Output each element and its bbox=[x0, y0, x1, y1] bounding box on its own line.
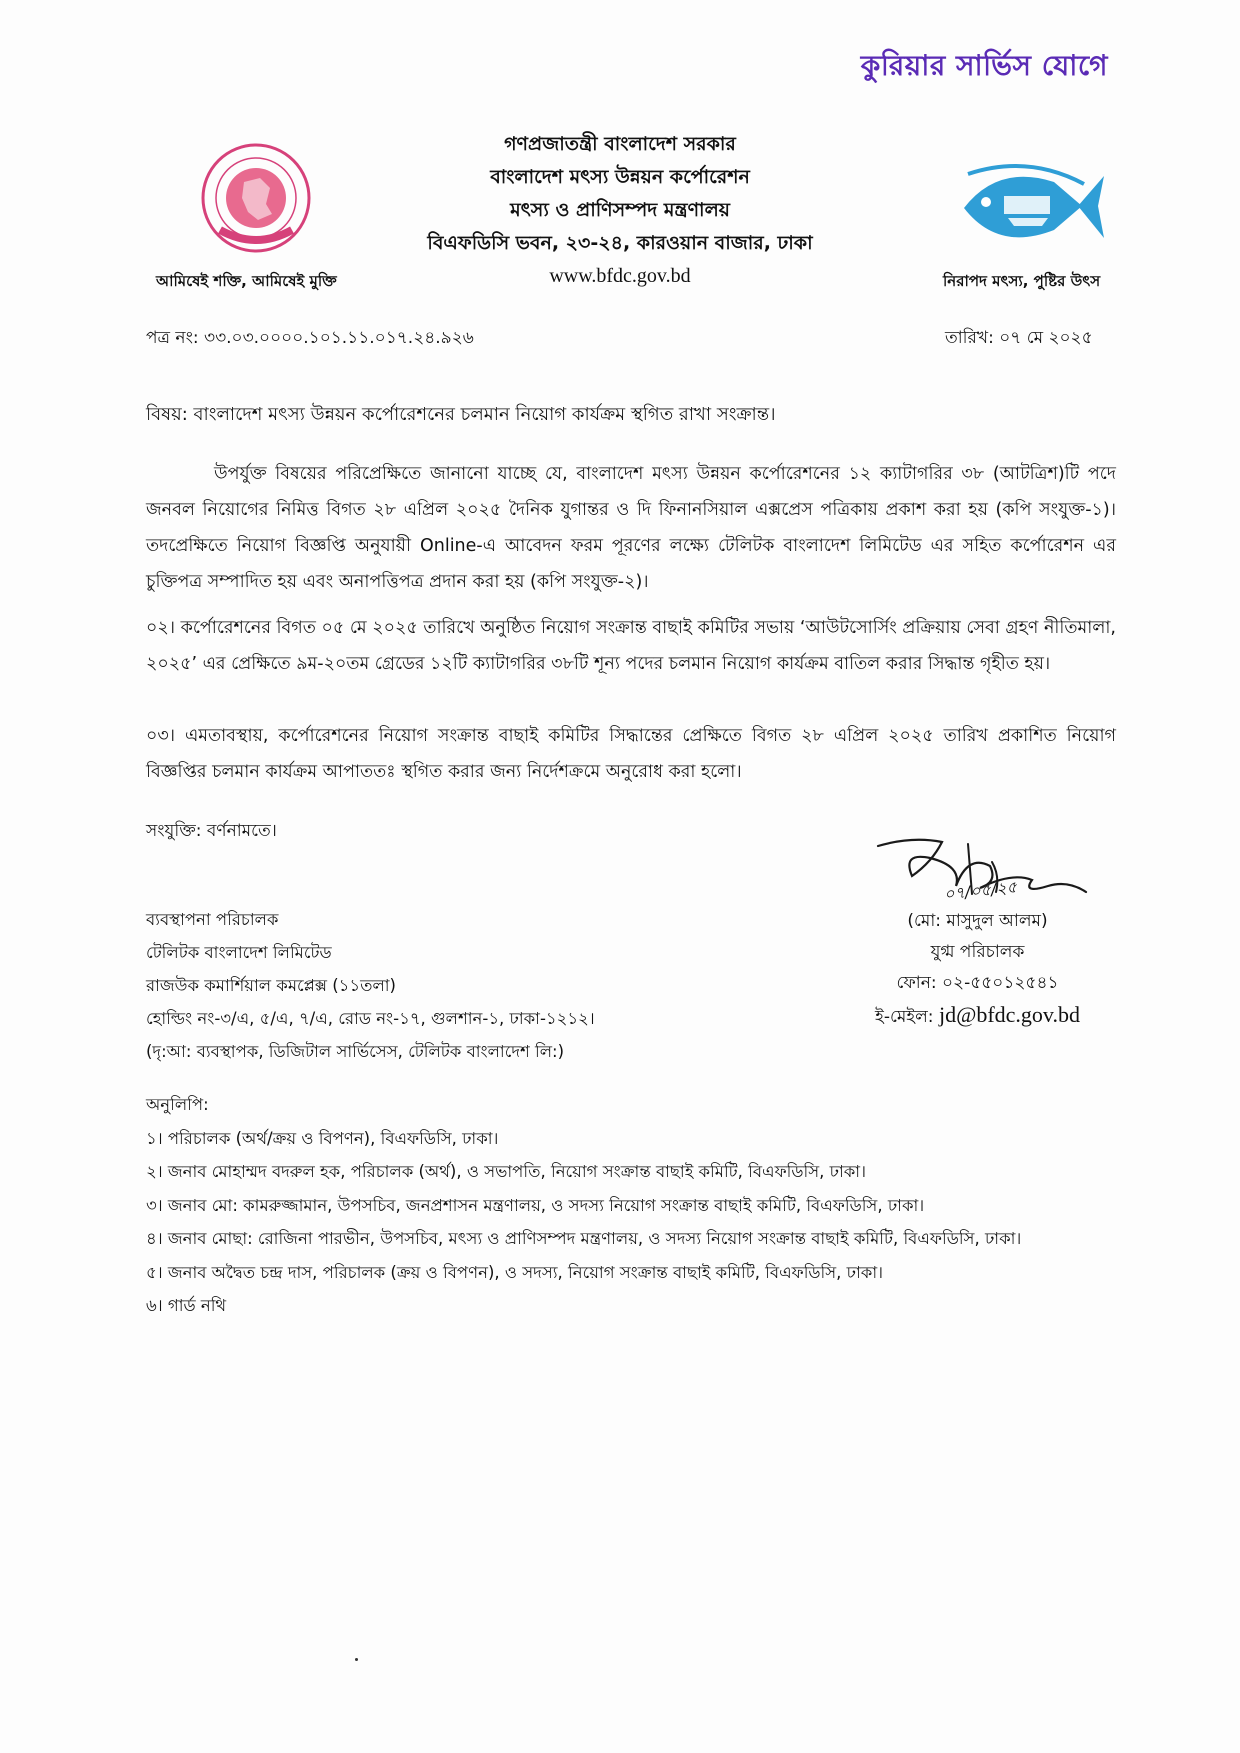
letterhead-government: গণপ্রজাতন্ত্রী বাংলাদেশ সরকার bbox=[504, 133, 736, 155]
copy-item: ৪। জনাব মোছা: রোজিনা পারভীন, উপসচিব, মৎস্য ও প্রাণিসম্পদ মন্ত্রণালয়, ও সদস্য নিয়োগ সংক্রান্ত বাছাই কমিটি, বিএফডিসি, ঢাকা। bbox=[146, 1229, 1022, 1248]
copy-heading: অনুলিপি: bbox=[146, 1095, 209, 1114]
letterhead bbox=[390, 128, 850, 293]
stray-mark bbox=[355, 1658, 358, 1661]
subject-line: বিষয়: বাংলাদেশ মৎস্য উন্নয়ন কর্পোরেশনের চলমান নিয়োগ কার্যক্রম স্থগিত রাখা সংক্রান্ত। bbox=[146, 404, 776, 425]
government-seal-icon bbox=[200, 142, 312, 254]
bfdc-fish-logo-icon bbox=[958, 160, 1106, 256]
motto-left: আমিষেই শক্তি, আমিষেই মুক্তি bbox=[156, 272, 337, 290]
copy-list bbox=[146, 1088, 1021, 1323]
courier-stamp: কুরিয়ার সার্ভিস যোগে bbox=[860, 49, 1108, 82]
paragraph-1: উপর্যুক্ত বিষয়ের পরিপ্রেক্ষিতে জানানো যাচ্ছে যে, বাংলাদেশ মৎস্য উন্নয়ন কর্পোরেশনের ১২ ক্যাটাগরির ৩৮ (আটত্রিশ)টি পদে জনবল নিয়োগের নিমিত্ত বিগত ২৮ এপ্রিল ২০২৫ দৈনিক যুগান্তর ও দি ফিনানসিয়াল এক্সপ্রেস পত্রিকায় প্রকাশ করা হয় (কপি সংযুক্ত-১)। তদপ্রেক্ষিতে নিয়োগ বিজ্ঞপ্তি অনুযায়ী Online-এ আবেদন ফরম পূরণের লক্ষ্যে টেলিটক বাংলাদেশ লিমিটেড এর সহিত কর্পোরেশন এর চুক্তিপত্র সম্পাদিত হয় এবং অনাপত্তিপত্র প্রদান করা হয় (কপি সংযুক্ত-২)। bbox=[146, 464, 1116, 592]
paragraph-2: ০২। কর্পোরেশনের বিগত ০৫ মে ২০২৫ তারিখে অনুষ্ঠিত নিয়োগ সংক্রান্ত বাছাই কমিটির সভায় ‘আউটসোর্সিং প্রক্রিয়ায় সেবা গ্রহণ নীতিমালা, ২০২৫’ এর প্রেক্ষিতে ৯ম-২০তম গ্রেডের ১২টি ক্যাটাগরির ৩৮টি শূন্য পদের চলমান নিয়োগ কার্যক্রম বাতিল করার সিদ্ধান্ত গৃহীত হয়। bbox=[146, 618, 1116, 674]
signatory-designation: যুগ্ম পরিচালক bbox=[930, 942, 1025, 962]
memo-date: তারিখ: ০৭ মে ২০২৫ bbox=[945, 328, 1093, 348]
recipient-line: হোল্ডিং নং-৩/এ, ৫/এ, ৭/এ, রোড নং-১৭, গুলশান-১, ঢাকা-১২১২। bbox=[146, 1009, 595, 1028]
copy-item: ৫। জনাব অদ্বৈত চন্দ্র দাস, পরিচালক (ক্রয় ও বিপণন), ও সদস্য, নিয়োগ সংক্রান্ত বাছাই কমিটি, বিএফডিসি, ঢাকা। bbox=[146, 1262, 884, 1282]
enclosure-note: সংযুক্তি: বর্ণনামতে। bbox=[146, 821, 277, 841]
copy-item: ১। পরিচালক (অর্থ/ক্রয় ও বিপণন), বিএফডিসি, ঢাকা। bbox=[146, 1128, 499, 1148]
recipient-line: ব্যবস্থাপনা পরিচালক bbox=[146, 910, 279, 929]
motto-right: নিরাপদ মৎস্য, পুষ্টির উৎস bbox=[943, 272, 1101, 290]
signatory-email-row bbox=[875, 999, 1080, 1033]
signatory-block bbox=[875, 906, 1080, 1033]
recipient-line: (দৃ:আ: ব্যবস্থাপক, ডিজিটাল সার্ভিসেস, টেলিটক বাংলাদেশ লি:) bbox=[146, 1042, 565, 1061]
letterhead-address: বিএফডিসি ভবন, ২৩-২৪, কারওয়ান বাজার, ঢাকা bbox=[427, 232, 813, 254]
copy-item: ৩। জনাব মো: কামরুজ্জামান, উপসচিব, জনপ্রশাসন মন্ত্রণালয়, ও সদস্য নিয়োগ সংক্রান্ত বাছাই কমিটি, বিএফডিসি, ঢাকা। bbox=[146, 1195, 925, 1215]
signatory-email: jd@bfdc.gov.bd bbox=[938, 1002, 1080, 1027]
letterhead-website: www.bfdc.gov.bd bbox=[549, 265, 691, 287]
signatory-name: (মো: মাসুদুল আলম) bbox=[907, 911, 1048, 931]
paragraph-3: ০৩। এমতাবস্থায়, কর্পোরেশনের নিয়োগ সংক্রান্ত বাছাই কমিটির সিদ্ধান্তের প্রেক্ষিতে বিগত ২৮ এপ্রিল ২০২৫ তারিখ প্রকাশিত নিয়োগ বিজ্ঞপ্তির চলমান কার্যক্রম আপাততঃ স্থগিত করার জন্য নির্দেশক্রমে অনুরোধ করা হলো। bbox=[146, 726, 1116, 782]
signatory-email-label: ই-মেইল: bbox=[874, 1007, 934, 1027]
copy-item: ৬। গার্ড নথি bbox=[146, 1296, 227, 1315]
signatory-phone: ফোন: ০২-৫৫০১২৫৪১ bbox=[896, 973, 1059, 993]
recipient-line: টেলিটক বাংলাদেশ লিমিটেড bbox=[146, 943, 332, 962]
signature-date: ০৭/০৫/২৫ bbox=[943, 877, 1018, 904]
letterhead-ministry: মৎস্য ও প্রাণিসম্পদ মন্ত্রণালয় bbox=[510, 199, 730, 221]
recipient-address bbox=[146, 903, 595, 1068]
letterhead-organization: বাংলাদেশ মৎস্য উন্নয়ন কর্পোরেশন bbox=[490, 166, 750, 188]
copy-item: ২। জনাব মোহাম্মদ বদরুল হক, পরিচালক (অর্থ), ও সভাপতি, নিয়োগ সংক্রান্ত বাছাই কমিটি, বিএফডিসি, ঢাকা। bbox=[146, 1162, 866, 1181]
memo-number: পত্র নং: ৩৩.০৩.০০০০.১০১.১১.০১৭.২৪.৯২৬ bbox=[146, 328, 474, 348]
recipient-line: রাজউক কমার্শিয়াল কমপ্লেক্স (১১তলা) bbox=[146, 976, 396, 995]
